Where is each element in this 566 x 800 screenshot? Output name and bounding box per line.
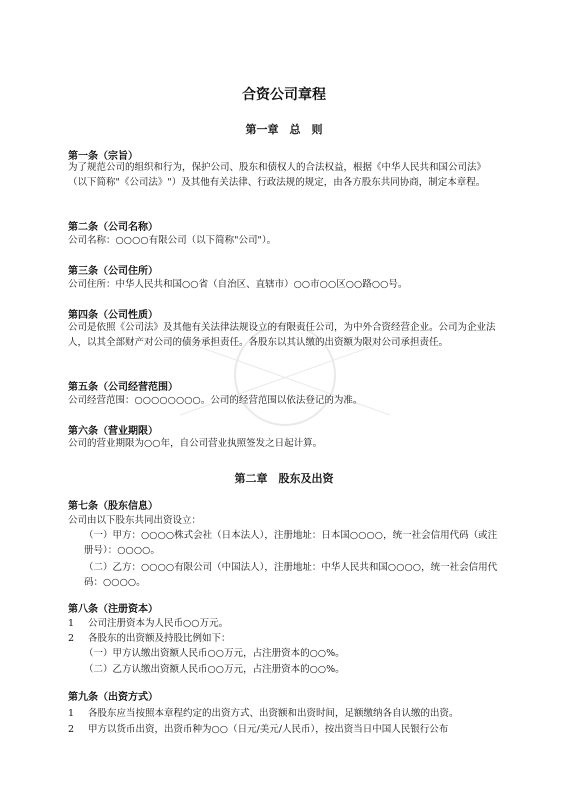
article-text: 公司由以下股东共同出资设立： xyxy=(68,515,202,526)
numbered-item xyxy=(68,631,500,646)
item-number: 1 xyxy=(68,618,75,629)
list-item: （一）甲方：○○○○株式会社（日本法人），注册地址：日本国○○○○，统一社会信用代码（或注册号）：○○○○。 xyxy=(84,530,498,556)
item-number: 1 xyxy=(68,708,75,719)
article-text: 为了规范公司的组织和行为，保护公司、股东和债权人的合法权益，根据《中华人民共和国公司法》（以下简称"《公司法》"）及其他有关法律、行政法规的规定，由各方股东共同协商，制定本章程。 xyxy=(68,162,487,188)
article-text: 公司经营范围：○○○○○○○○。公司的经营范围以依法登记的为准。 xyxy=(68,395,363,406)
numbered-item xyxy=(68,616,500,631)
item-text: 公司注册资本为人民币○○万元。 xyxy=(88,618,229,629)
article-heading: 第三条（公司住所） xyxy=(68,266,158,277)
article-heading: 第七条（股东信息） xyxy=(68,501,158,512)
numbered-item xyxy=(68,706,500,721)
chapter-heading: 第二章 股东及出资 xyxy=(234,472,334,485)
article-heading: 第四条（公司性质） xyxy=(68,310,158,321)
article-text: 公司住所：中华人民共和国○○省（自治区、直辖市）○○市○○区○○路○○号。 xyxy=(68,279,408,290)
article-heading: 第六条（营业期限） xyxy=(68,426,158,437)
chapter-heading: 第一章 总 则 xyxy=(245,123,323,136)
item-text: 甲方以货币出资，出资币种为○○（日元/美元/人民币），按出资当日中国人民银行公布 xyxy=(88,724,449,735)
list-item: （一）甲方认缴出资额人民币○○万元，占注册资本的○○%。 xyxy=(84,648,345,659)
article-text: 公司的营业期限为○○年，自公司营业执照签发之日起计算。 xyxy=(68,438,323,449)
item-number: 2 xyxy=(68,633,75,644)
article-heading: 第二条（公司名称） xyxy=(68,222,158,233)
article-heading: 第一条（宗旨） xyxy=(68,151,138,162)
item-text: 各股东应当按照本章程约定的出资方式、出资额和出资时间，足额缴纳各自认缴的出资。 xyxy=(88,708,459,719)
article-heading: 第九条（出资方式） xyxy=(68,692,158,703)
item-text: 各股东的出资额及持股比例如下： xyxy=(88,633,231,644)
item-number: 2 xyxy=(68,724,75,735)
article-text: 公司是依照《公司法》及其他有关法律法规设立的有限责任公司，为中外合资经营企业。公司为企业法人，以其全部财产对公司的债务承担责任。各股东以其认缴的出资额为限对公司承担责任。 xyxy=(68,322,496,348)
list-item: （二）乙方认缴出资额人民币○○万元，占注册资本的○○%。 xyxy=(84,664,345,675)
list-item: （二）乙方：○○○○有限公司（中国法人），注册地址：中华人民共和国○○○○，统一社会信用代码：○○○○。 xyxy=(84,562,498,588)
numbered-item xyxy=(68,722,500,737)
article-heading: 第八条（注册资本） xyxy=(68,604,158,615)
article-heading: 第五条（公司经营范围） xyxy=(68,382,178,393)
article-text: 公司名称：○○○○有限公司（以下简称"公司"）。 xyxy=(68,235,277,246)
page-title: 合资公司章程 xyxy=(242,87,326,103)
